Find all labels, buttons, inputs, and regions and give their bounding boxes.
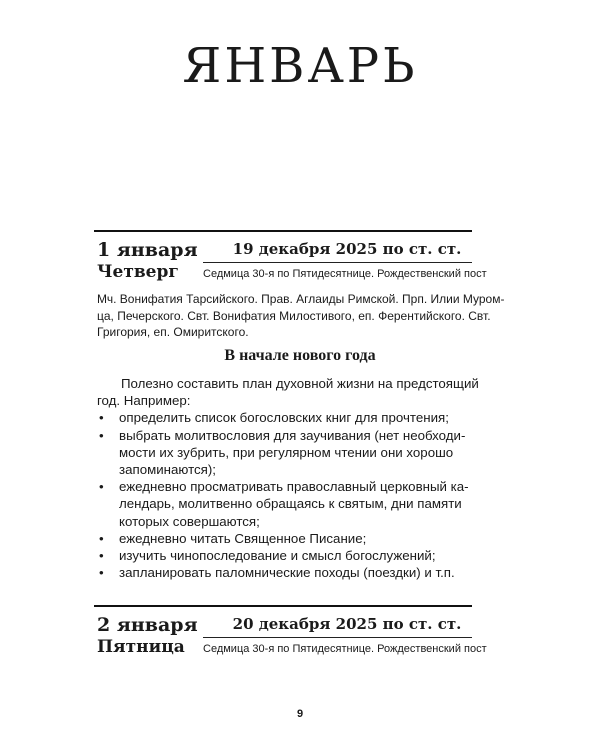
day-1-saints <box>97 291 505 341</box>
month-title: ЯНВАРЬ <box>182 38 418 94</box>
bullet-icon: • <box>99 479 104 495</box>
day-1-top-rule <box>94 230 472 232</box>
bullet-item <box>97 409 472 426</box>
saints-line: Мч. Вонифатия Тарсийского. Прав. Аглаиды Римской. Прп. Илии Муром- <box>97 292 505 306</box>
day-2-old-style-date: 20 декабря 2025 по ст. ст. <box>232 615 462 633</box>
bullet-line: которых совершаются; <box>119 513 260 529</box>
bullet-line: определить список богословских книг для прочтения; <box>119 410 449 426</box>
day-2-week-info: Седмица 30-я по Пятидесятнице. Рождественский пост <box>203 643 487 655</box>
bullet-line: ежедневно читать Священное Писание; <box>119 530 367 546</box>
bullet-icon: • <box>99 565 104 581</box>
section-heading: В начале нового года <box>224 347 376 364</box>
section-body <box>97 375 479 581</box>
bullet-line: лендарь, молитвенно обращаясь к святым, дни памяти <box>119 496 462 512</box>
day-2-date: 2 января <box>97 614 198 636</box>
intro-line: Полезно составить план духовной жизни на предстоящий <box>121 376 479 391</box>
bullet-line: запланировать паломнические походы (поездки) и т.п. <box>119 565 455 581</box>
bullet-line: ежедневно просматривать православный церковный ка- <box>119 479 469 495</box>
bullet-line: изучить чинопоследование и смысл богослужений; <box>119 548 436 564</box>
bullet-item <box>97 547 472 564</box>
bullet-icon: • <box>99 530 104 546</box>
intro-line: год. Например: <box>97 393 191 409</box>
day-1-divider <box>203 262 472 263</box>
bullet-item <box>97 427 472 479</box>
bullet-item <box>97 564 472 581</box>
day-1-weekday: Четверг <box>97 262 179 282</box>
bullet-line: мости их зубрить, при регулярном чтении они хорошо <box>119 444 454 460</box>
bullet-item <box>97 478 472 530</box>
bullet-line: запоминаются); <box>119 462 216 478</box>
day-2-top-rule <box>94 605 472 607</box>
day-1-week-info: Седмица 30-я по Пятидесятнице. Рождественский пост <box>203 268 487 280</box>
day-1-date: 1 января <box>97 239 198 261</box>
page-number: 9 <box>296 708 304 720</box>
bullet-line: выбрать молитвословия для заучивания (нет необходи- <box>119 427 466 443</box>
bullet-icon: • <box>99 410 104 426</box>
bullet-item <box>97 530 472 547</box>
saints-line: ца, Печерского. Свт. Вонифатия Милостивого, еп. Ферентийского. Свт. <box>97 308 491 323</box>
day-2-divider <box>203 637 472 638</box>
day-2-weekday: Пятница <box>97 637 185 657</box>
bullet-icon: • <box>99 548 104 564</box>
day-1-old-style-date: 19 декабря 2025 по ст. ст. <box>232 240 462 258</box>
saints-line: Григория, еп. Омиритского. <box>97 325 249 340</box>
bullet-icon: • <box>99 427 104 443</box>
